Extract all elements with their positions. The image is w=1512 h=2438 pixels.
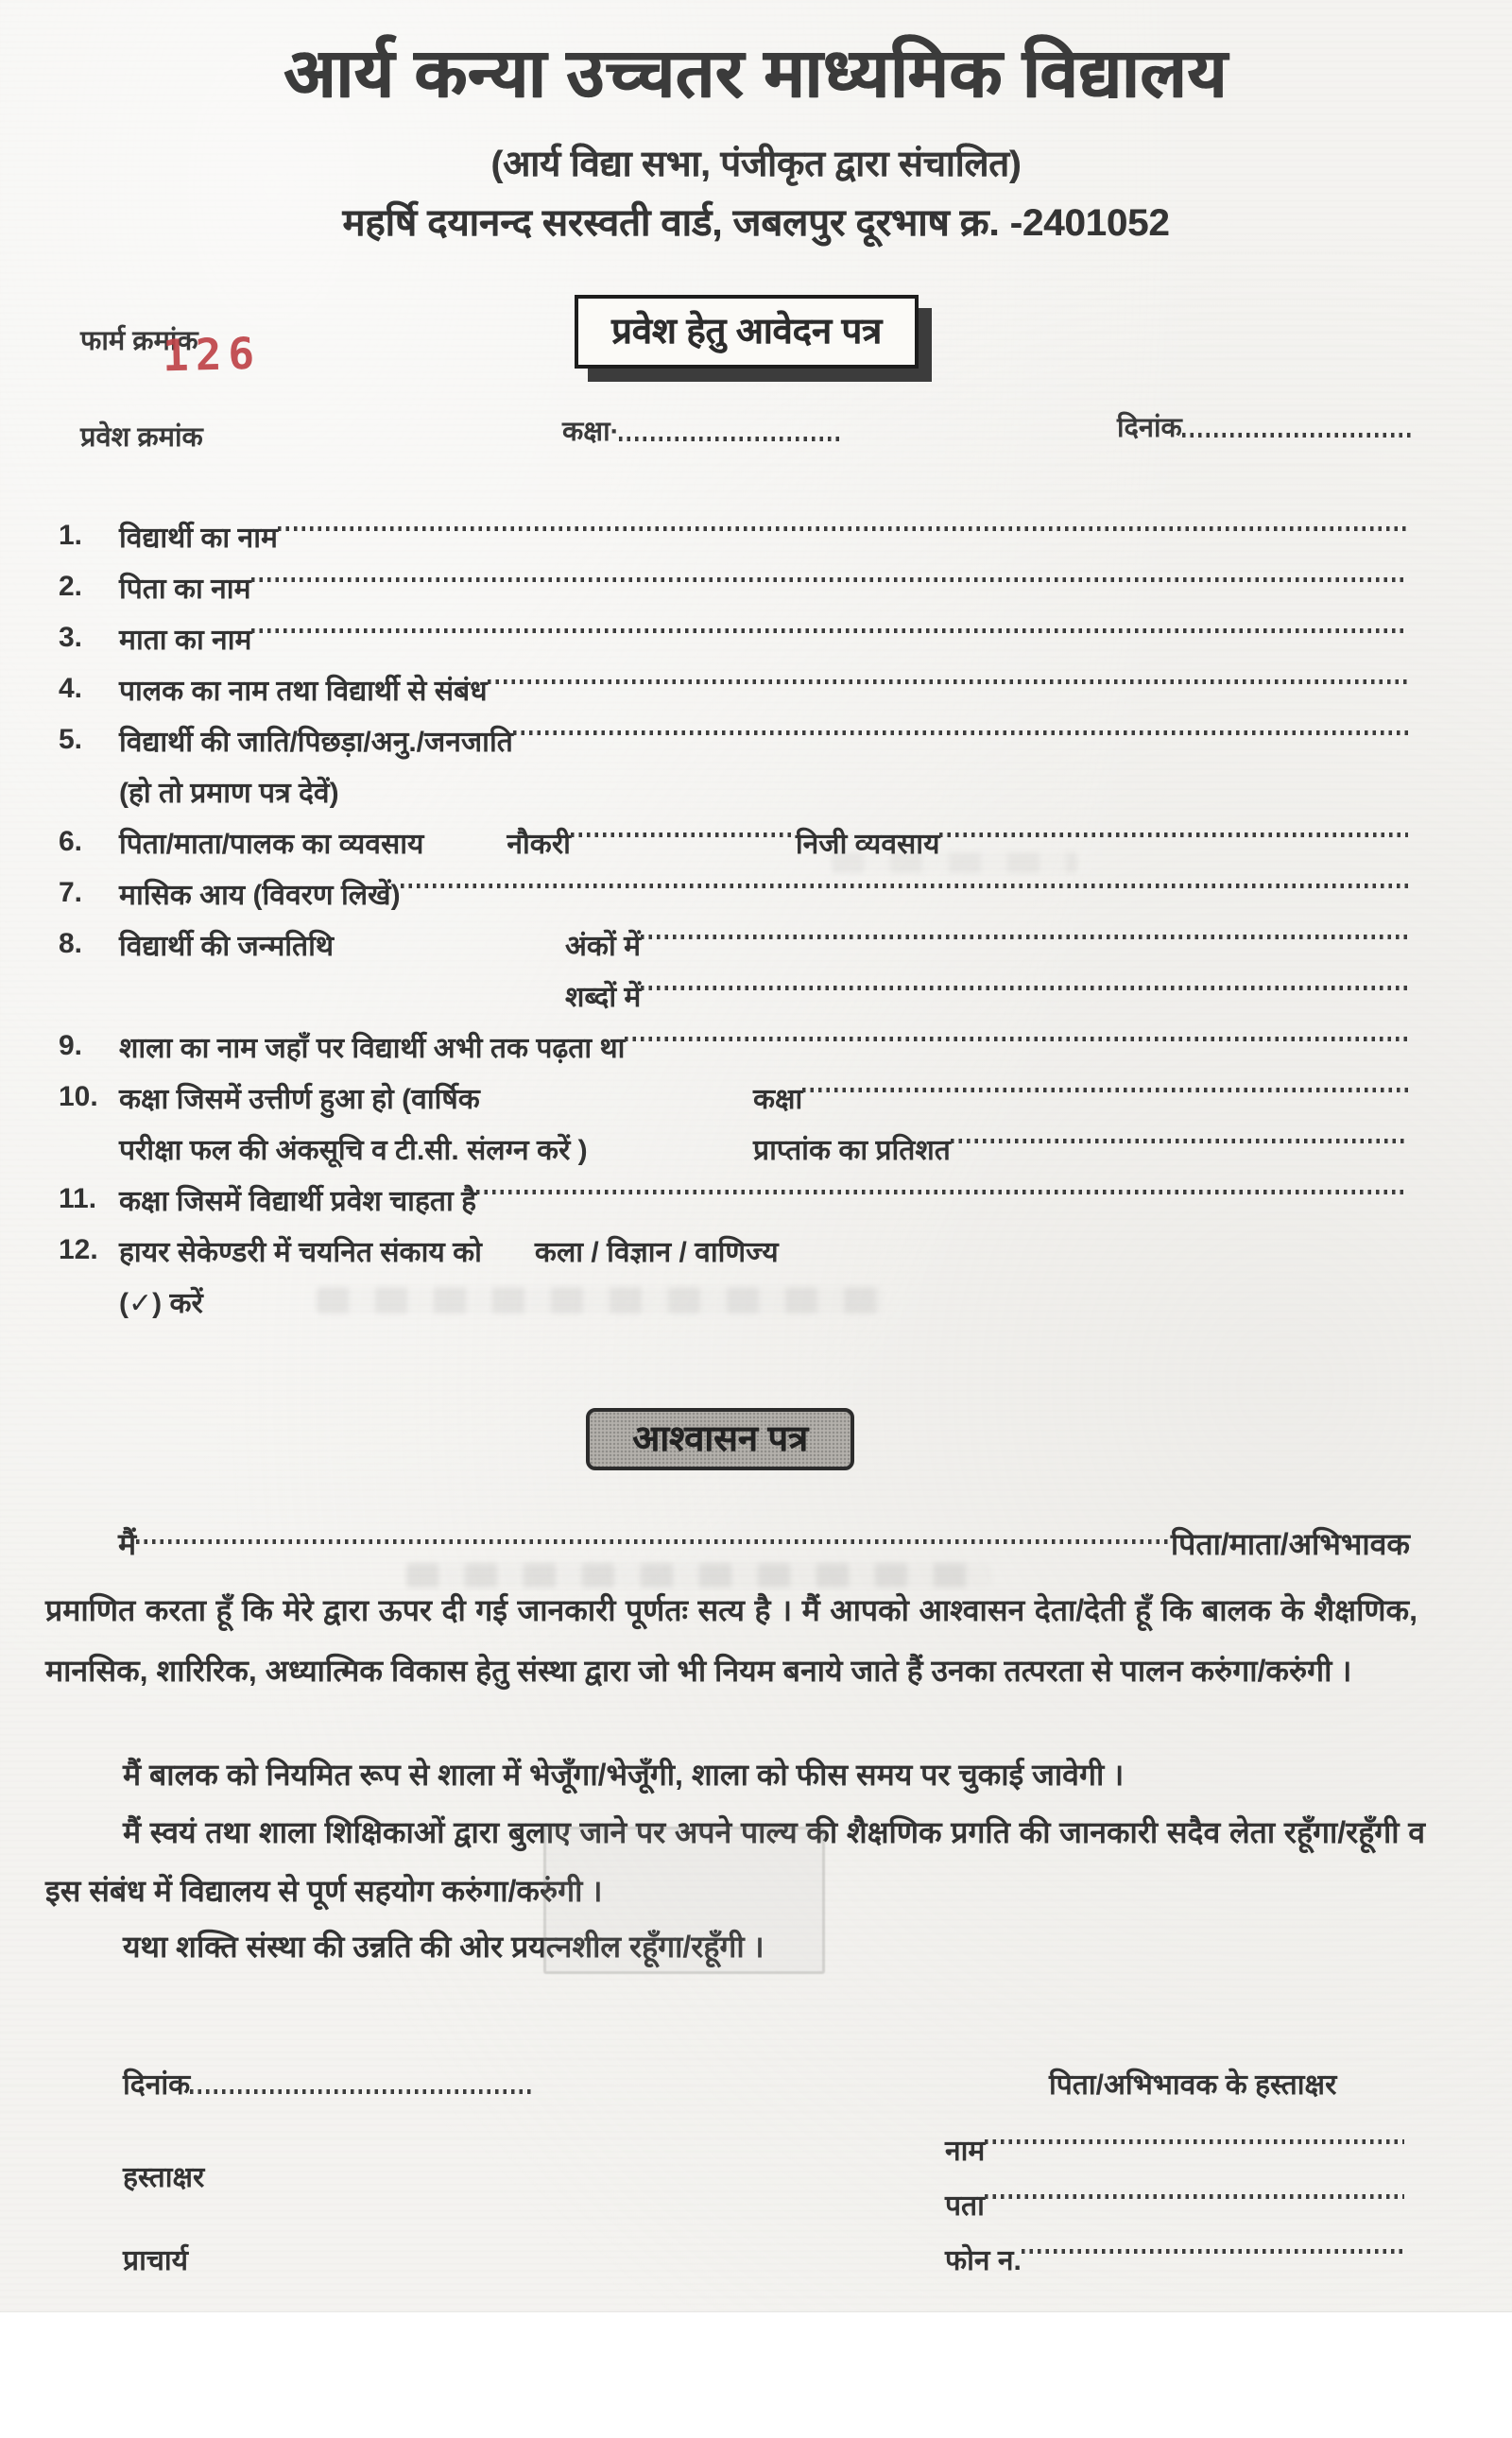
- item-number: 8.: [59, 928, 83, 959]
- assurance-letter-badge: आश्वासन पत्र: [586, 1408, 854, 1470]
- field-row-guardian-name: [59, 663, 1408, 714]
- dotted-line: [571, 833, 796, 837]
- item-number: 4.: [59, 673, 83, 704]
- school-name: आर्य कन्या उच्चतर माध्यमिक विद्यालय: [284, 36, 1228, 112]
- dotted-line: [513, 730, 1408, 735]
- form-number-label: फार्म क्रमांक: [80, 326, 198, 356]
- field-label: पिता का नाम: [119, 573, 251, 605]
- field-row-admission-class: [59, 1174, 1408, 1225]
- field-label: विद्यार्थी का नाम: [119, 522, 278, 554]
- parent-signature-heading: पिता/अभिभावक के हस्ताक्षर: [1049, 2069, 1337, 2101]
- dotted-line: [985, 2139, 1404, 2144]
- scan-showthrough-box: [543, 1827, 825, 1974]
- item-number: 7.: [59, 877, 83, 908]
- parent-phone-label: फोन न.: [945, 2245, 1022, 2276]
- dotted-line: [1022, 2249, 1404, 2254]
- parent-address-label: पता: [945, 2190, 985, 2222]
- field-row-passed-class: [59, 1072, 1408, 1174]
- assurance-opening-line: [118, 1523, 1410, 1564]
- footer-signature-label: हस्ताक्षर: [123, 2162, 205, 2193]
- occupation-business-label: निजी व्यवसाय: [795, 828, 940, 860]
- school-subtitle: (आर्य विद्या सभा, पंजीकृत द्वारा संचालित): [490, 145, 1022, 184]
- field-row-dob: [59, 919, 1408, 1021]
- dotted-line: [488, 679, 1408, 684]
- field-label-line2: परीक्षा फल की अंकसूचि व टी.सी. संलग्न करें ): [119, 1134, 588, 1166]
- assurance-paragraph-4: यथा शक्ति संस्था की उन्नति की ओर प्रयत्नशील रहूँगा/रहूँगी ।: [123, 1930, 765, 1964]
- field-label: हायर सेकेण्डरी में चयनित संकाय को: [119, 1236, 482, 1268]
- item-number: 5.: [59, 724, 83, 755]
- parent-name-label: नाम: [945, 2136, 986, 2167]
- dotted-line: [939, 833, 1408, 837]
- dotted-line: [641, 935, 1408, 939]
- assurance-paragraph-1: प्रमाणित करता हूँ कि मेरे द्वारा ऊपर दी गई जानकारी पूर्णतः सत्य है । मैं आपको आश्वासन देता/देती हूँ कि बालक के शैक्षणिक, मानसिक, शारिरिक, अध्यात्मिक विकास हेतु संस्था द्वारा जो भी नियम बनाये जाते हैं उनका तत्परता से पालन करुंगा/करुंगी ।: [45, 1593, 1418, 1688]
- footer-date-label: दिनांक: [123, 2069, 191, 2101]
- parent-address-field: [945, 2185, 1404, 2223]
- dotted-line: [985, 2194, 1404, 2199]
- dotted-line: [190, 2089, 531, 2094]
- date-label: दिनांक: [1117, 413, 1182, 443]
- footer-date-field: [123, 2064, 531, 2103]
- item-number: 9.: [59, 1030, 83, 1061]
- dotted-line: [401, 884, 1408, 888]
- field-label: मासिक आय (विवरण लिखें): [119, 879, 401, 911]
- class-label: कक्षा·: [562, 417, 620, 447]
- item-number: 10.: [59, 1081, 98, 1112]
- field-label: विद्यार्थी की जाति/पिछड़ा/अनु./जनजाति: [119, 726, 513, 758]
- stream-options: कला / विज्ञान / वाणिज्य: [534, 1236, 779, 1268]
- scan-showthrough-smudge: [832, 852, 1077, 873]
- item-number: 3.: [59, 622, 83, 653]
- admission-number-label: प्रवेश क्रमांक: [80, 422, 203, 453]
- marks-percentage-label: प्राप्तांक का प्रतिशत: [753, 1134, 951, 1166]
- field-sublabel: (हो तो प्रमाण पत्र देवें): [119, 777, 339, 809]
- field-label: पिता/माता/पालक का व्यवसाय: [119, 828, 424, 860]
- dotted-line: [476, 1190, 1408, 1194]
- field-row-income: [59, 867, 1408, 919]
- parent-phone-field: [945, 2240, 1404, 2278]
- occupation-job-label: नौकरी: [507, 828, 571, 860]
- footer-principal-label: प्राचार्य: [123, 2245, 189, 2276]
- field-label: कक्षा जिसमें विद्यार्थी प्रवेश चाहता है: [119, 1185, 477, 1217]
- dotted-line: [251, 577, 1408, 582]
- parent-name-field: [945, 2130, 1404, 2169]
- form-fields-list: [59, 510, 1408, 1327]
- dotted-line: [619, 437, 841, 441]
- assurance-paragraph-3: मैं स्वयं तथा शाला शिक्षिकाओं द्वारा बुलाए जाने पर अपने पाल्य की शैक्षणिक प्रगति की जानकारी सदैव लेता रहूँगा/रहूँगी व इस संबंध में विद्यालय से पूर्ण सहयोग करुंगा/करुंगी ।: [45, 1815, 1425, 1908]
- dotted-line: [625, 1037, 1408, 1041]
- item-number: 1.: [59, 520, 83, 551]
- field-row-caste: [59, 714, 1408, 816]
- scan-showthrough-smudge: [406, 1563, 992, 1588]
- date-field: [1117, 408, 1412, 445]
- item-number: 2.: [59, 571, 83, 602]
- dotted-line: [1182, 433, 1412, 438]
- field-row-father-name: [59, 561, 1408, 612]
- tick-instruction: (✓) करें: [119, 1287, 203, 1319]
- field-row-mother-name: [59, 612, 1408, 663]
- field-row-previous-school: [59, 1021, 1408, 1072]
- dotted-line: [802, 1088, 1408, 1092]
- item-number: 12.: [59, 1234, 98, 1265]
- field-label: शाला का नाम जहाँ पर विद्यार्थी अभी तक पढ़ता था: [119, 1032, 626, 1064]
- field-row-student-name: [59, 510, 1408, 561]
- dotted-line: [251, 628, 1408, 633]
- class-field: [562, 412, 841, 449]
- form-number-stamp: 126: [162, 327, 262, 382]
- field-label-line1: कक्षा जिसमें उत्तीर्ण हुआ हो (वार्षिक: [119, 1083, 480, 1115]
- field-label: विद्यार्थी की जन्मतिथि: [119, 930, 335, 962]
- field-label: पालक का नाम तथा विद्यार्थी से संबंध: [119, 675, 488, 707]
- field-row-occupation: [59, 816, 1408, 867]
- dob-words-label: शब्दों में: [565, 981, 642, 1013]
- dob-figures-label: अंकों में: [565, 930, 642, 962]
- pronoun-label: मैं: [118, 1527, 137, 1561]
- dotted-line: [136, 1539, 1171, 1544]
- school-address: महर्षि दयानन्द सरस्वती वार्ड, जबलपुर दूरभाष क्र. -2401052: [342, 202, 1170, 244]
- scan-showthrough-smudge: [317, 1287, 884, 1313]
- relation-label: पिता/माता/अभिभावक: [1170, 1527, 1410, 1561]
- dotted-line: [951, 1139, 1408, 1143]
- dotted-line: [278, 526, 1408, 531]
- passed-class-label: कक्षा: [753, 1083, 803, 1115]
- item-number: 6.: [59, 826, 83, 857]
- form-title-box: प्रवेश हेतु आवेदन पत्र: [575, 295, 919, 369]
- field-label: माता का नाम: [119, 624, 252, 656]
- assurance-paragraph-2: मैं बालक को नियमित रूप से शाला में भेजूँगा/भेजूँगी, शाला को फीस समय पर चुकाई जावेगी ।: [123, 1758, 1125, 1792]
- dotted-line: [641, 986, 1408, 990]
- item-number: 11.: [59, 1183, 97, 1214]
